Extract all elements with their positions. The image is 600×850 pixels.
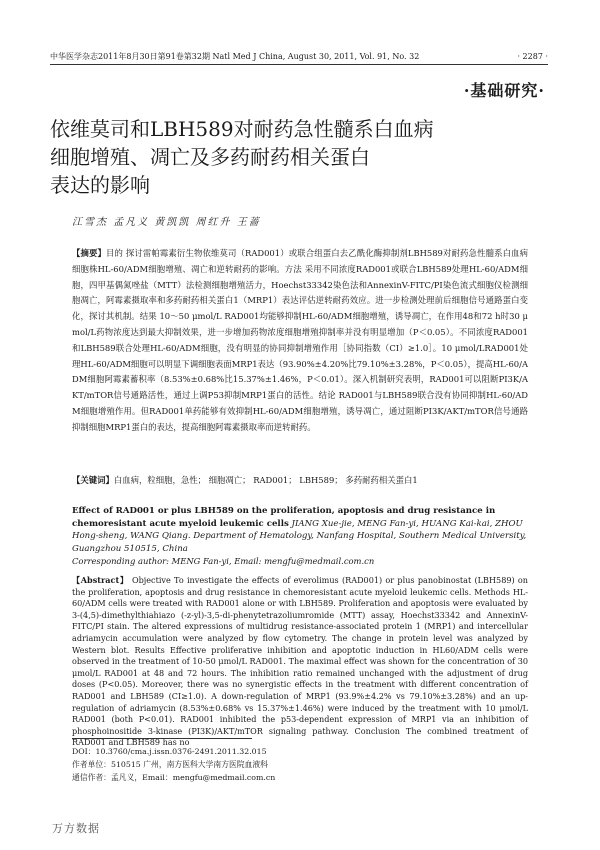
english-title-block — [72, 505, 528, 555]
keywords-cn — [72, 474, 528, 486]
footnotes — [72, 745, 528, 784]
authors-cn: 江雪杰 孟凡义 黄凯凯 周红升 王蔷 — [72, 217, 261, 228]
keywords-cn-text: 白血病，粒细胞，急性； 细胞凋亡； RAD001； LBH589； 多药耐药相关蛋白1 — [113, 475, 418, 485]
abstract-en-text: Objective To investigate the effects of everolimus (RAD001) or plus panobinostat (LBH589) on the proliferation, apoptosis and drug resistance in chemoresistant acute myeloid leukemic cells. Methods HL-60/ADM cells were treated with RAD001 alone or with LBH589. Proliferation and apoptosis were evaluated by 3-(4,5)-dimethylthiahiazo (-z-yl)-3,5-di-phenytetrazoliumromide (MTT) assay, Hoechst33342 and AnnexinV-FITC/PI stain. The altered expressions of multidrug resistance-associated protein 1 (MRP1) and intercellular adriamycin accumulation were analyzed by flow cytometry. The change in protein level was analyzed by Western blot. Results Effective proliferative inhibition and apoptotic induction in HL60/ADM cells were observed in the treatment of 10-50 μmol/L RAD001. The maximal effect was shown for the concentration of 30 μmol/L RAD001 at 48 and 72 hours. The inhibition ratio remained unchanged with the adjustment of drug doses (P<0.05). Moreover, there was no synergistic effects in the treatment with different concentration of RAD001 and LBH589 (CI≥1.0). A down-regulation of MRP1 (93.9%±4.2% vs 79.10%±3.28%) and an up-regulation of adriamycin (8.53%±0.68% vs 15.37%±1.46%) were induced by the treatment with 10 μmol/L RAD001 (both P<0.01). RAD001 inhibited the p53-dependent expression of MRP1 via an inhibition of phosphoinositide 3-kinase (PI3K)/AKT/mTOR signaling pathway. Conclusion The combined treatment of RAD001 and LBH589 has no — [72, 575, 528, 748]
title-line-3: 表达的影响 — [50, 173, 150, 197]
english-title: Effect of RAD001 or plus LBH589 on the proliferation, apoptosis and drug resistance in chemoresistant acute myeloid leukemic cells — [72, 506, 496, 529]
english-authors: JIANG Xue-jie, MENG Fan-yi, HUANG Kai-kai, ZHOU Hong-sheng, WANG Qiang. — [72, 518, 523, 541]
abstract-en — [72, 575, 528, 748]
english-corresponding-author: Corresponding author: MENG Fan-yi, Email: mengfu@medmail.com.cn — [72, 556, 375, 566]
title-line-1: 依维莫司和LBH589对耐药急性髓系白血病 — [50, 117, 434, 141]
abstract-cn-text: 目的 探讨雷帕霉素衍生物依维莫司（RAD001）或联合组蛋白去乙酰化酶抑制剂LBH589对耐药急性髓系白血病细胞株HL-60/ADM细胞增殖、凋亡和逆转耐药的影响。方法 采用不同浓度RAD001或联合LBH589处理HL-60/ADM细胞，四甲基偶氮唑盐（MTT）法检测细胞增殖活力，Hoechst33342染色法和AnnexinV-FITC/PI染色流式细胞仪检测细胞凋亡，阿霉素摄取率和多药耐药相关蛋白1（MRP1）表达评估逆转耐药效应。进一步检测处理前后细胞信号通路蛋白变化，探讨其机制。结果 10～50 μmol/L RAD001均能够抑制HL-60/ADM细胞增殖，诱导凋亡，在作用48和72 h时30 μmol/L药物浓度达到最大抑制效果，进一步增加药物浓度细胞增殖抑制率并没有明显增加（P＜0.05）。不同浓度RAD001和LBH589联合处理HL-60/ADM细胞，没有明显的协同抑制增殖作用［协同指数（CI）≥1.0］。10 μmol/LRAD001处理HL-60/ADM细胞可以明显下调细胞表面MRP1表达（93.90%±4.20%比79.10%±3.28%，P＜0.05），提高HL-60/ADM细胞阿霉素蓄积率（8.53%±0.68%比15.37%±1.46%，P＜0.01）。深入机制研究表明，RAD001可以阻断PI3K/AKT/mTOR信号通路活性，通过上调P53抑制MRP1蛋白的活性。结论 RAD001与LBH589联合没有协同抑制HL-60/ADM细胞增殖作用。但RAD001单药能够有效抑制HL-60/ADM细胞增殖，诱导凋亡，通过阻断PI3K/AKT/mTOR信号通路抑制细胞MRP1蛋白的表达，提高细胞阿霉素摄取率而逆转耐药。 — [72, 248, 529, 432]
footnote-affiliation: 作者单位：510515 广州，南方医科大学南方医院血液科 — [72, 760, 268, 769]
abstract-cn-label: 【摘要】 — [72, 248, 107, 258]
running-header — [50, 52, 548, 62]
header-rule — [50, 64, 548, 65]
keywords-cn-label: 【关键词】 — [72, 475, 114, 485]
abstract-en-label: 【Abstract】 — [72, 575, 129, 585]
abstract-cn — [72, 246, 528, 458]
page-number: · 2287 · — [517, 52, 548, 61]
title-line-2: 细胞增殖、凋亡及多药耐药相关蛋白 — [50, 145, 370, 169]
journal-info: 中华医学杂志2011年8月30日第91卷第32期 Natl Med J China, August 30, 2011, Vol. 91, No. 32 — [50, 52, 420, 61]
footnote-doi: DOI：10.3760/cma.j.issn.0376-2491.2011.32.015 — [72, 747, 267, 756]
english-affiliation: Department of Hematology, Nanfang Hospital, Southern Medical University, Guangzhou 510515, China — [72, 531, 527, 554]
footnote-rule — [72, 738, 252, 739]
watermark: 万方数据 — [52, 822, 100, 835]
footnote-corresponding: 通信作者：孟凡义，Email：mengfu@medmail.com.cn — [72, 773, 276, 782]
article-title — [50, 115, 520, 199]
section-label: ·基础研究· — [463, 81, 545, 100]
